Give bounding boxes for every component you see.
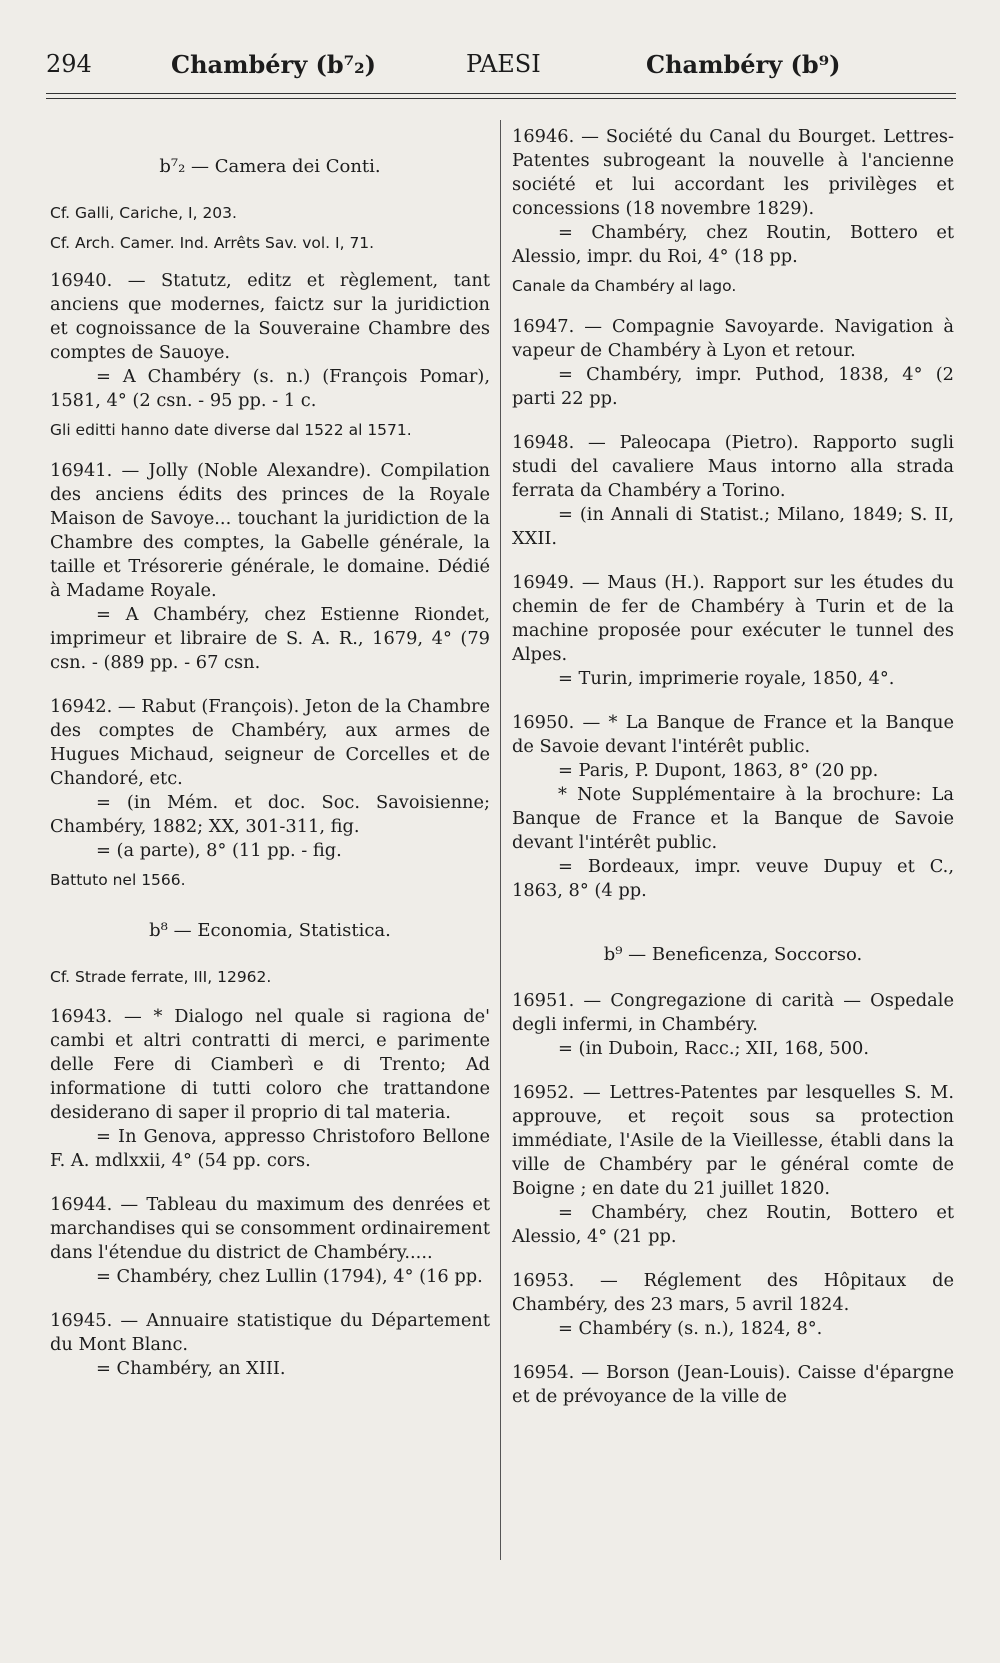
bibliography-entry-16948 bbox=[512, 431, 954, 551]
bibliography-entry-16954 bbox=[512, 1361, 954, 1409]
entry-title: 16952. — Lettres-Patentes par lesquelles S. M. approuve, et reçoit sous sa protection immédiate, l'Asile de la Vieillesse, établi dans la ville de Chambéry par le général comte de Boigne ; en date du 21 juillet 1820. bbox=[512, 1082, 954, 1199]
entry-imprint: = In Genova, appresso Christoforo Bellone F. A. mdlxxii, 4° (54 pp. cors. bbox=[50, 1126, 490, 1171]
entry-title: 16942. — Rabut (François). Jeton de la Chambre des comptes de Chambéry, aux armes de Hugues Michaud, seigneur de Corcelles et de Chandoré, etc. bbox=[50, 696, 490, 789]
entry-imprint: = (in Duboin, Racc.; XII, 168, 500. bbox=[558, 1038, 869, 1059]
bibliography-entry-16947 bbox=[512, 315, 954, 411]
entry-imprint: = Turin, imprimerie royale, 1850, 4°. bbox=[558, 668, 895, 689]
bibliography-entry-16942 bbox=[50, 695, 490, 863]
entry-imprint: = Chambéry, an XIII. bbox=[96, 1358, 286, 1379]
entry-imprint: = A Chambéry, chez Estienne Riondet, imprimeur et libraire de S. A. R., 1679, 4° (79 csn. - (889 pp. - 67 csn. bbox=[50, 604, 490, 673]
entry-imprint: = Chambéry, chez Routin, Bottero et Alessio, impr. du Roi, 4° (18 pp. bbox=[512, 222, 954, 267]
bibliography-entry-16953 bbox=[512, 1269, 954, 1341]
running-head bbox=[46, 50, 956, 90]
entry-imprint: = Chambéry, impr. Puthod, 1838, 4° (2 parti 22 pp. bbox=[512, 364, 954, 409]
cross-reference: Cf. Strade ferrate, III, 12962. bbox=[50, 968, 272, 986]
left-running-title: Chambéry (b⁷₂) bbox=[171, 50, 377, 79]
entry-note: Battuto nel 1566. bbox=[50, 871, 186, 889]
section-heading-b8: b⁸ — Economia, Statistica. bbox=[149, 920, 391, 941]
header-rule-thin bbox=[46, 98, 956, 99]
section-heading-b9: b⁹ — Beneficenza, Soccorso. bbox=[603, 944, 863, 965]
entry-title: 16953. — Réglement des Hôpitaux de Chambéry, des 23 mars, 5 avril 1824. bbox=[512, 1270, 954, 1315]
bibliography-entry-16952 bbox=[512, 1081, 954, 1249]
bibliography-entry-16950 bbox=[512, 711, 954, 903]
entry-imprint: = Chambéry (s. n.), 1824, 8°. bbox=[558, 1318, 823, 1339]
cross-reference: Cf. Arch. Camer. Ind. Arrêts Sav. vol. I, 71. bbox=[50, 234, 375, 252]
entry-imprint: = (a parte), 8° (11 pp. - fig. bbox=[96, 840, 342, 861]
section-heading-b72: b⁷₂ — Camera dei Conti. bbox=[159, 156, 381, 177]
cross-reference: Cf. Galli, Cariche, I, 203. bbox=[50, 204, 237, 222]
entry-title: 16949. — Maus (H.). Rapport sur les études du chemin de fer de Chambéry à Turin et de la machine proposée pour exécuter le tunnel des Alpes. bbox=[512, 572, 954, 665]
entry-title: 16954. — Borson (Jean-Louis). Caisse d'épargne et de prévoyance de la ville de bbox=[512, 1362, 954, 1407]
center-running-title: PAESI bbox=[466, 50, 541, 78]
entry-note: Canale da Chambéry al lago. bbox=[512, 277, 737, 295]
bibliography-entry-16949 bbox=[512, 571, 954, 691]
entry-imprint: = Chambéry, chez Routin, Bottero et Alessio, 4° (21 pp. bbox=[512, 1202, 954, 1247]
entry-imprint: = Chambéry, chez Lullin (1794), 4° (16 pp. bbox=[96, 1266, 483, 1287]
entry-title: 16943. — * Dialogo nel quale si ragiona de' cambi et altri contratti di merci, e parimente delle Fere di Ciamberì e di Trento; Ad informatione di tutti coloro che trattandone desiderano di saper il proprio di tal materia. bbox=[50, 1006, 490, 1123]
column-divider bbox=[500, 120, 501, 1560]
bibliography-entry-16940 bbox=[50, 269, 490, 413]
entry-title: 16946. — Société du Canal du Bourget. Lettres-Patentes subrogeant la nouvelle à l'ancienne société et lui accordant les privilèges et concessions (18 novembre 1829). bbox=[512, 126, 954, 219]
right-running-title: Chambéry (b⁹) bbox=[646, 50, 841, 79]
entry-title: 16944. — Tableau du maximum des denrées et marchandises qui se consomment ordinairement dans l'étendue du district de Chambéry..... bbox=[50, 1194, 490, 1263]
entry-imprint: = Bordeaux, impr. veuve Dupuy et C., 1863, 8° (4 pp. bbox=[512, 856, 954, 901]
entry-imprint: = A Chambéry (s. n.) (François Pomar), 1581, 4° (2 csn. - 95 pp. - 1 c. bbox=[50, 366, 490, 411]
left-column bbox=[50, 125, 490, 1401]
page-number: 294 bbox=[46, 50, 92, 78]
entry-title: 16941. — Jolly (Noble Alexandre). Compilation des anciens édits des princes de la Royale Maison de Savoye... touchant la juridiction de la Chambre des comptes, la Gabelle générale, la taille et Trésorerie générale, le domaine. Dédié à Madame Royale. bbox=[50, 460, 490, 601]
bibliography-entry-16945 bbox=[50, 1309, 490, 1381]
entry-imprint: = (in Mém. et doc. Soc. Savoisienne; Chambéry, 1882; XX, 301-311, fig. bbox=[50, 792, 490, 837]
entry-title: 16951. — Congregazione di carità — Ospedale degli infermi, in Chambéry. bbox=[512, 990, 954, 1035]
entry-title: 16940. — Statutz, editz et règlement, tant anciens que modernes, faictz sur la juridiction et cognoissance de la Souveraine Chambre des comptes de Sauoye. bbox=[50, 270, 490, 363]
entry-title: 16950. — * La Banque de France et la Banque de Savoie devant l'intérêt public. bbox=[512, 712, 954, 757]
bibliography-entry-16941 bbox=[50, 459, 490, 675]
bibliography-entry-16944 bbox=[50, 1193, 490, 1289]
bibliography-entry-16951 bbox=[512, 989, 954, 1061]
header-rule-thick bbox=[46, 93, 956, 94]
bibliography-entry-16946 bbox=[512, 125, 954, 269]
entry-title: 16947. — Compagnie Savoyarde. Navigation à vapeur de Chambéry à Lyon et retour. bbox=[512, 316, 954, 361]
entry-supplement: * Note Supplémentaire à la brochure: La Banque de France et la Banque de Savoie devant l'intérêt public. bbox=[512, 784, 954, 853]
entry-title: 16945. — Annuaire statistique du Département du Mont Blanc. bbox=[50, 1310, 490, 1355]
entry-note: Gli editti hanno date diverse dal 1522 al 1571. bbox=[50, 421, 412, 439]
entry-title: 16948. — Paleocapa (Pietro). Rapporto sugli studi del cavaliere Maus intorno alla strada ferrata da Chambéry a Torino. bbox=[512, 432, 954, 501]
entry-imprint: = (in Annali di Statist.; Milano, 1849; S. II, XXII. bbox=[512, 504, 954, 549]
right-column bbox=[512, 125, 954, 1429]
bibliography-entry-16943 bbox=[50, 1005, 490, 1173]
entry-imprint: = Paris, P. Dupont, 1863, 8° (20 pp. bbox=[558, 760, 879, 781]
